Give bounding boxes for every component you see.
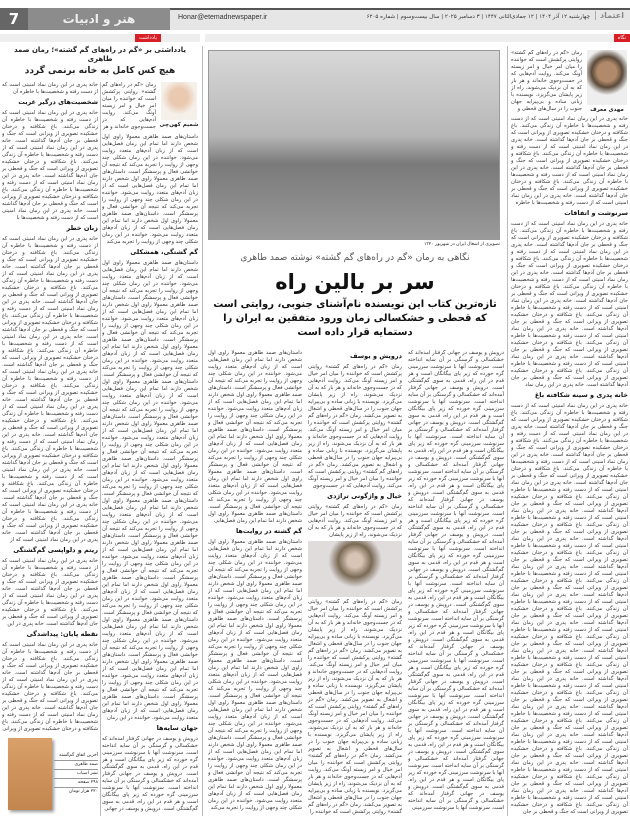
divider xyxy=(100,82,101,816)
section-title: هنر و ادبیات xyxy=(28,8,170,30)
book-author: صمد طاهری xyxy=(54,761,98,770)
book-price: ۲۲۰ هزار تومان xyxy=(68,789,98,794)
main-title: سر بر بالین راه xyxy=(275,270,435,294)
book-cover xyxy=(8,738,52,810)
left-body: داستان‌های صمد طاهری معمولا راوی اول شخص دارند اما تمام این رمان فصل‌هایی است که از زبان آدم‌های متعدد روایت می‌شود. خواننده در این رمان شکلی چند وجهی از روایت را تجربه می‌کند که نتیجه آن خوانشی فعال و پرسشگر است. داستان‌های صمد طاهری معمولا راوی اول شخص دارند اما تمام این رمان فصل‌هایی است که از زبان آدم‌های متعدد روایت می‌شود. خواننده در این رمان شکلی چند وجهی از روایت را تجربه می‌کند که نتیجه آن خوانشی فعال و پرسشگر است. داستان‌های صمد طاهری معمولا راوی اول شخص دارند اما تمام این رمان فصل‌هایی است که از زبان آدم‌های متعدد روایت می‌شود. خواننده در این رمان شکلی چند وجهی از روایت را تجربه می‌کند که نتیجه آن خوانشی فعال و پرسشگر است. داستان‌های صمد طاهری معمولا راوی اول شخص دارند اما تمام این رمان فصل‌هایی است که از زبان آدم‌های متعدد روایت می‌شود. خواننده در این رمان شکلی چند وجهی از روایت را تجربه می‌کند که نتیجه آن خوانشی فعال و پرسشگر است. داستان‌های صمد طاهری معمولا راوی اول شخص دارند اما تمام این رمان فصل‌هایی است که از زبان آدم‌های متعدد روایت می‌شود. خواننده در این رمان شکلی چند وجهی از روایت را تجربه می‌کند که نتیجه آن خوانشی فعال و پرسشگر است. داستان‌های صمد طاهری معمولا راوی اول شخص دارند اما تمام این رمان فصل‌هایی است که از زبان آدم‌های متعدد روایت می‌شود. خواننده در این رمان شکلی چند وجهی از روایت را تجربه می‌کند که نتیجه آن خوانشی فعال و پرسشگر است. داستان‌های صمد طاهری معمولا راوی اول شخص دارند اما تمام این رمان فصل‌هایی است که از زبان آدم‌های متعدد روایت می‌شود. خواننده در این رمان شکلی چند وجهی از روایت را تجربه می‌کند که نتیجه آن خوانشی فعال و پرسشگر است. داستان‌های صمد طاهری معمولا راوی اول شخص دارند اما تمام این رمان فصل‌هایی است که از زبان آدم‌های متعدد روایت می‌شود. خواننده در این رمان شکلی چند وجهی از روایت را تجربه می‌کند که نتیجه آن خوانشی فعال و پرسشگر است. داستان‌های صمد طاهری معمولا راوی اول شخص دارند اما تمام این رمان فصل‌هایی است که از زبان آدم‌های متعدد روایت می‌شود. خواننده در این رمان شکلی چند وجهی از روایت را تجربه می‌کند که نتیجه آن خوانشی فعال و پرسشگر است. داستان‌های صمد طاهری معمولا راوی اول شخص دارند اما تمام این رمان فصل‌هایی است که از زبان آدم‌های متعدد روایت می‌شود. خواننده در این رمان شکلی چند وجهی از روایت را تجربه می‌کند که نتیجه آن خوانشی فعال و پرسشگر است. داستان‌های صمد طاهری معمولا راوی اول شخص دارند اما تمام این رمان فصل‌هایی است که از زبان آدم‌های متعدد روایت می‌شود. خواننده در این رمان شکلی چند وجهی از روایت را تجربه می‌کند که نتیجه آن خوانشی فعال و پرسشگر است. داستان‌های صمد طاهری معمولا راوی اول شخص دارند اما تمام این رمان فصل‌هایی است که از زبان آدم‌های متعدد روایت می‌شود. خواننده در این رمان xyxy=(102,260,198,721)
left-heading xyxy=(2,46,198,77)
left-body: داستان‌های صمد طاهری معمولا راوی اول شخص دارند اما تمام این رمان فصل‌هایی است که از زبان آدم‌های متعدد روایت می‌شود. خواننده در این رمان شکلی چند وجهی از روایت را تجربه می‌کند که نتیجه آن خوانشی فعال و پرسشگر است. داستان‌های صمد طاهری معمولا راوی اول شخص دارند اما تمام این رمان فصل‌هایی است که از زبان آدم‌های متعدد روایت می‌شود. خواننده در این رمان شکلی چند وجهی از روایت را تجربه می‌کند که نتیجه آن خوانشی فعال و پرسشگر است. داستان‌های صمد طاهری معمولا راوی اول شخص دارند اما تمام این رمان فصل‌هایی است که از زبان آدم‌های متعدد روایت می‌شود. خواننده در این رمان شکلی چند وجهی از روایت را تجربه می‌کند xyxy=(102,134,198,245)
main-subtitle: تازه‌ترین کتاب این نویسنده نام‌آشنای جنوبی، روایتی است که قحطی و خشکسالی زمان ورود متفقین به ایران را دستمایه قرار داده است xyxy=(213,299,497,338)
main-body: داستان‌های صمد طاهری معمولا راوی اول شخص دارند اما تمام این رمان فصل‌هایی است که از زبان آدم‌های متعدد روایت می‌شود. خواننده در این رمان شکلی چند وجهی از روایت را تجربه می‌کند که نتیجه آن خوانشی فعال و پرسشگر است. داستان‌های صمد طاهری معمولا راوی اول شخص دارند اما تمام این رمان فصل‌هایی است که از زبان آدم‌های متعدد روایت می‌شود. خواننده در این رمان شکلی چند وجهی از روایت را تجربه می‌کند که نتیجه آن خوانشی فعال و پرسشگر است. داستان‌های صمد طاهری معمولا راوی اول شخص دارند اما تمام این رمان فصل‌هایی است که از زبان آدم‌های متعدد روایت می‌شود. خواننده در این رمان شکلی چند وجهی از روایت را تجربه می‌کند که نتیجه آن خوانشی فعال و پرسشگر است. داستان‌های صمد طاهری معمولا راوی اول شخص دارند اما تمام این رمان فصل‌هایی است که از زبان آدم‌های متعدد روایت می‌شود. خواننده در این رمان شکلی چند وجهی از روایت را تجربه می‌کند که نتیجه آن خوانشی فعال و پرسشگر است. داستان‌های صمد طاهری معمولا راوی اول شخص دارند اما تمام این رمان فصل‌هایی xyxy=(208,350,302,524)
main-body: داستان‌های صمد طاهری معمولا راوی اول شخص دارند اما تمام این رمان فصل‌هایی است که از زبان آدم‌های متعدد روایت می‌شود. خواننده در این رمان شکلی چند وجهی از روایت را تجربه می‌کند که نتیجه آن خوانشی فعال و پرسشگر است. داستان‌های صمد طاهری معمولا راوی اول شخص دارند اما تمام این رمان فصل‌هایی است که از زبان آدم‌های متعدد روایت می‌شود. خواننده در این رمان شکلی چند وجهی از روایت را تجربه می‌کند که نتیجه آن خوانشی فعال و پرسشگر است. داستان‌های صمد طاهری معمولا راوی اول شخص دارند اما تمام این رمان فصل‌هایی است که از زبان آدم‌های متعدد روایت می‌شود. خواننده در این رمان شکلی چند وجهی از روایت را تجربه می‌کند که نتیجه آن خوانشی فعال و پرسشگر است. داستان‌های صمد طاهری معمولا راوی اول شخص دارند اما تمام این رمان فصل‌هایی است که از زبان آدم‌های متعدد روایت می‌شود. خواننده در این رمان شکلی چند وجهی از روایت را تجربه می‌کند که نتیجه آن خوانشی فعال و پرسشگر است. داستان‌های صمد طاهری معمولا راوی اول شخص دارند اما تمام این رمان فصل‌هایی است که از زبان آدم‌های متعدد روایت می‌شود. خواننده در این رمان شکلی چند وجهی از روایت را تجربه می‌کند که نتیجه آن خوانشی فعال و پرسشگر است. داستان‌های صمد طاهری معمولا راوی اول شخص دارند اما تمام این رمان فصل‌هایی است که از زبان آدم‌های متعدد روایت می‌شود. خواننده در این رمان شکلی چند وجهی از روایت را تجربه می‌کند که نتیجه آن خوانشی فعال و پرسشگر است. داستان‌های صمد طاهری معمولا راوی اول شخص دارند اما تمام این رمان فصل‌هایی است که از زبان آدم‌های متعدد روایت می‌شود. خواننده در این رمان شکلی چند وجهی از روایت را تجربه می‌کند xyxy=(208,539,302,811)
left-subcolumn-left xyxy=(2,82,98,816)
subhead: زبان خطر xyxy=(66,224,98,232)
divider xyxy=(507,46,508,816)
right-strip xyxy=(205,34,630,42)
subhead: گم گشته در روایت‌ها xyxy=(235,527,302,535)
left-body: رمان «گم در راه‌های گم گشته» روایتی پرکشش است که خواننده را میان امر خیال و امر زیسته آونگ می‌کند. روایت آدم‌هایی که در جست‌وجوی خانه‌اند و هر xyxy=(102,82,156,130)
subhead: سرنوشت و اتفاقات xyxy=(564,209,628,217)
author-photo-samad xyxy=(308,541,402,597)
photo-caption: تصویری از اشغال ایران در شهریور ۱۳۲۰ xyxy=(423,242,500,247)
subhead: درویش و یوسف xyxy=(350,352,402,360)
page-number: 7 xyxy=(0,8,28,30)
subhead: خیال و واژگونی تراژدی xyxy=(327,492,402,500)
newspaper-logo: اعتماد xyxy=(595,11,624,20)
tag-note: یادداشت xyxy=(135,34,161,42)
book-box xyxy=(2,734,98,816)
subhead: خانه پدری و سینه شکافته باغ xyxy=(534,391,628,399)
subhead: نقطه پایان: پیداشدگی xyxy=(26,630,98,638)
left-body: درویش و یوسف در جهانی گرفتار آمده‌اند که خشکسالی و گرسنگی بر آن سایه انداخته است. سرنوشت آنها با سرنوشت سرزمینی گره خورده که زیر پای بیگانگان است و هر قدم در این راه، قدمی به سوی گم‌گشتگی است. درویش و یوسف در جهانی گرفتار آمده‌اند که خشکسالی و گرسنگی بر آن سایه انداخته است. سرنوشت آنها با سرنوشت سرزمینی گره خورده که زیر پای بیگانگان است و هر قدم در این راه، قدمی به سوی گم‌گشتگی است. درویش و یوسف در جهانی xyxy=(102,736,198,812)
email-link[interactable]: Honar@etemadnewspaper.ir xyxy=(178,14,268,21)
main-column-1 xyxy=(408,350,504,816)
book-title: آخرین اتفاق گم‌گشته xyxy=(54,752,98,761)
author-box xyxy=(160,82,198,134)
main-heading xyxy=(205,252,505,340)
columnist-photo xyxy=(587,50,627,105)
main-photo xyxy=(208,50,500,240)
left-body: خانه پدری در این رمان نماد امنیتی است که از دست رفته و شخصیت‌ها با خاطره آن xyxy=(2,82,98,95)
right-body: خانه پدری در این رمان نماد امنیتی است که از دست رفته و شخصیت‌ها با خاطره آن زندگی می‌کنند. باغ شکافته و درختان خشکیده تصویری از ویرانی است که جنگ و قحطی بر جان آدم‌ها گذاشته است. خانه پدری در این رمان نماد امنیتی است که از دست رفته و شخصیت‌ها با خاطره آن زندگی می‌کنند. باغ شکافته و درختان خشکیده تصویری از ویرانی است که جنگ و قحطی بر جان آدم‌ها گذاشته است. خانه پدری در این رمان نماد امنیتی است که از دست رفته و شخصیت‌ها با خاطره آن زندگی می‌کنند. باغ شکافته و درختان خشکیده تصویری از ویرانی است که جنگ و قحطی بر جان آدم‌ها گذاشته است. خانه پدری در این رمان نماد امنیتی است که از دست رفته و شخصیت‌ها با خاطره آن زندگی می‌کنند. باغ شکافته و درختان خشکیده تصویری از ویرانی است که جنگ و قحطی بر جان آدم‌ها گذاشته است. خانه پدری در این رمان نماد امنیتی است که از دست رفته و شخصیت‌ها با خاطره آن زندگی می‌کنند. باغ شکافته و درختان خشکیده تصویری از ویرانی است که جنگ و قحطی بر جان آدم‌ها گذاشته است. خانه پدری در این رمان نماد امنیتی است که از دست رفته و شخصیت‌ها با خاطره آن زندگی می‌کنند. باغ شکافته و درختان خشکیده تصویری از ویرانی است که جنگ و قحطی بر جان آدم‌ها گذاشته است. خانه پدری در این رمان نماد xyxy=(511,221,628,388)
book-publisher: نشر اسباب xyxy=(54,770,98,779)
right-body: خانه پدری در این رمان نماد امنیتی است که از دست رفته و شخصیت‌ها با خاطره آن زندگی می‌کنند. باغ شکافته و درختان خشکیده تصویری از ویرانی است که جنگ و قحطی بر جان آدم‌ها گذاشته است. خانه پدری در این رمان نماد امنیتی است که از دست رفته و شخصیت‌ها با خاطره آن زندگی می‌کنند. باغ شکافته و درختان خشکیده تصویری از ویرانی است که جنگ و قحطی بر جان آدم‌ها گذاشته است. خانه پدری در این رمان نماد امنیتی است که از دست رفته و شخصیت‌ها با خاطره آن زندگی می‌کنند. باغ شکافته و درختان خشکیده تصویری از ویرانی است که جنگ و قحطی بر جان آدم‌ها گذاشته است. خانه پدری در این رمان نماد امنیتی است که از دست رفته و شخصیت‌ها با خاطره xyxy=(511,116,628,206)
issue-date: چهارشنبه ۱۲ آذر ۱۴۰۴ | ۱۲ جمادی‌الثانی ۱۴۴۷ | ۳ دسامبر ۲۰۲۵ | سال بیست‌وسوم | شماره ۶۲۰۵ xyxy=(366,14,590,20)
subhead: شخصیت‌های درگیر غربت xyxy=(18,98,98,106)
right-body: رمان «گم در راه‌های گم گشته» روایتی پرکشش است که خواننده را میان امر خیال و امر زیسته آونگ می‌کند. روایت آدم‌هایی که در جست‌وجوی خانه‌اند و هر بار که به آن نزدیک می‌شوند، راه از زیر پایشان می‌گریزد. نویسنده با زبانی ساده و بی‌پیرایه جهان جنوب را در سال‌های قحطی و xyxy=(511,50,582,112)
main-column-3 xyxy=(208,350,302,816)
left-body: خانه پدری در این رمان نماد امنیتی است که از دست رفته و شخصیت‌ها با خاطره آن زندگی می‌کنند. باغ شکافته و درختان خشکیده تصویری از ویرانی است که جنگ و قحطی بر جان آدم‌ها گذاشته است. خانه پدری در این رمان نماد امنیتی است که از دست رفته و شخصیت‌ها با خاطره آن زندگی می‌کنند. باغ شکافته و درختان خشکیده تصویری از ویرانی است که جنگ و قحطی بر جان آدم‌ها گذاشته است. خانه پدری در این رمان نماد امنیتی است که از دست رفته و شخصیت‌ها با خاطره آن زندگی می‌کنند. باغ شکافته و درختان خشکیده تصویری از ویرانی است که جنگ و قحطی بر جان آدم‌ها گذاشته است. خانه پدری در این رمان نماد امنیتی است که از دست رفته و شخصیت‌ها با خاطره آن زندگی می‌کنند. باغ شکافته و درختان خشکیده تصویری از ویرانی است که جنگ و قحطی بر جان آدم‌ها گذاشته است. خانه پدری در این رمان نماد امنیتی است که از دست رفته و شخصیت‌ها با خاطره آن زندگی می‌کنند. باغ شکافته و درختان خشکیده تصویری از ویرانی است که جنگ و قحطی بر جان آدم‌ها گذاشته است. خانه پدری در این رمان نماد امنیتی است که از دست رفته و شخصیت‌ها با خاطره آن زندگی می‌کنند. باغ شکافته و درختان خشکیده تصویری از ویرانی است که جنگ و قحطی بر جان آدم‌ها گذاشته است. خانه پدری در این رمان نماد امنیتی است که از دست رفته و شخصیت‌ها با خاطره آن زندگی می‌کنند. باغ شکافته و درختان خشکیده تصویری از ویرانی است که جنگ و قحطی بر جان آدم‌ها گذاشته است. خانه پدری در این رمان نماد امنیتی است که از دست رفته و شخصیت‌ها با خاطره آن زندگی می‌کنند. باغ شکافته و درختان خشکیده تصویری از ویرانی است که جنگ و قحطی بر جان آدم‌ها گذاشته است. خانه پدری در این رمان نماد امنیتی است که از دست رفته و شخصیت‌ها با خاطره آن زندگی می‌کنند. باغ شکافته و درختان خشکیده تصویری از ویرانی است که جنگ و قحطی بر جان آدم‌ها گذاشته است. خانه پدری در این رمان نماد امنیتی است که از xyxy=(2,236,98,543)
left-subcolumn-right xyxy=(102,82,198,816)
author-name: شمیم کهن‌چی xyxy=(159,122,199,128)
main-body: درویش و یوسف در جهانی گرفتار آمده‌اند که خشکسالی و گرسنگی بر آن سایه انداخته است. سرنوشت آنها با سرنوشت سرزمینی گره خورده که زیر پای بیگانگان است و هر قدم در این راه، قدمی به سوی گم‌گشتگی است. درویش و یوسف در جهانی گرفتار آمده‌اند که خشکسالی و گرسنگی بر آن سایه انداخته است. سرنوشت آنها با سرنوشت سرزمینی گره خورده که زیر پای بیگانگان است و هر قدم در این راه، قدمی به سوی گم‌گشتگی است. درویش و یوسف در جهانی گرفتار آمده‌اند که خشکسالی و گرسنگی بر آن سایه انداخته است. سرنوشت آنها با سرنوشت سرزمینی گره خورده که زیر پای بیگانگان است و هر قدم در این راه، قدمی به سوی گم‌گشتگی است. درویش و یوسف در جهانی گرفتار آمده‌اند که خشکسالی و گرسنگی بر آن سایه انداخته است. سرنوشت آنها با سرنوشت سرزمینی گره خورده که زیر پای بیگانگان است و هر قدم در این راه، قدمی به سوی گم‌گشتگی است. درویش و یوسف در جهانی گرفتار آمده‌اند که خشکسالی و گرسنگی بر آن سایه انداخته است. سرنوشت آنها با سرنوشت سرزمینی گره خورده که زیر پای بیگانگان است و هر قدم در این راه، قدمی به سوی گم‌گشتگی است. درویش و یوسف در جهانی گرفتار آمده‌اند که خشکسالی و گرسنگی بر آن سایه انداخته است. سرنوشت آنها با سرنوشت سرزمینی گره خورده که زیر پای بیگانگان است و هر قدم در این راه، قدمی به سوی گم‌گشتگی است. درویش و یوسف در جهانی گرفتار آمده‌اند که خشکسالی و گرسنگی بر آن سایه انداخته است. سرنوشت آنها با سرنوشت سرزمینی گره خورده که زیر پای بیگانگان است و هر قدم در این راه، قدمی به سوی گم‌گشتگی است. درویش و یوسف در جهانی گرفتار آمده‌اند که خشکسالی و گرسنگی بر آن سایه انداخته است. سرنوشت آنها با سرنوشت سرزمینی گره خورده که زیر پای بیگانگان است و هر قدم در این راه، قدمی به سوی گم‌گشتگی است. درویش و یوسف در جهانی گرفتار آمده‌اند که خشکسالی و گرسنگی بر آن سایه انداخته است. سرنوشت آنها با سرنوشت سرزمینی گره خورده که زیر پای بیگانگان است و هر قدم در این راه، قدمی به سوی گم‌گشتگی است. درویش و یوسف در جهانی گرفتار آمده‌اند که خشکسالی و گرسنگی بر آن سایه انداخته است. سرنوشت آنها با سرنوشت سرزمینی گره خورده که زیر پای بیگانگان است و هر قدم در این راه، قدمی به سوی گم‌گشتگی است. درویش و یوسف در جهانی گرفتار آمده‌اند که خشکسالی و گرسنگی بر آن سایه انداخته است. سرنوشت آنها با سرنوشت سرزمینی گره خورده که زیر پای بیگانگان است و هر قدم در این راه، قدمی به سوی گم‌گشتگی است. درویش و یوسف در جهانی گرفتار آمده‌اند که خشکسالی و گرسنگی بر آن سایه انداخته است. سرنوشت آنها با سرنوشت سرزمینی گره خورده که زیر پای بیگانگان است و هر قدم در این راه، قدمی به سوی گم‌گشتگی است. درویش و یوسف در جهانی گرفتار آمده‌اند که خشکسالی و گرسنگی بر آن سایه انداخته است. سرنوشت آنها با سرنوشت سرزمینی xyxy=(408,350,504,811)
author-photo xyxy=(161,82,197,120)
left-title: هیچ کس کامل به خانه برنمی گردد xyxy=(24,66,176,76)
right-column xyxy=(511,50,628,816)
book-info xyxy=(54,752,98,796)
left-strip xyxy=(0,34,200,42)
main-body: رمان «گم در راه‌های گم گشته» روایتی پرکشش است که خواننده را میان امر خیال و امر زیسته آونگ می‌کند. روایت آدم‌هایی که در جست‌وجوی خانه‌اند و هر بار که به آن نزدیک می‌شوند، راه از زیر پایشان xyxy=(308,504,402,538)
book-pages: ۲۹۸ صفحه xyxy=(54,779,98,788)
author-row xyxy=(102,82,198,134)
columnist-box xyxy=(586,50,628,116)
left-kicker: یادداشتی بر «گم در راه‌های گم گشته»؛ رمان صمد طاهری xyxy=(14,46,186,63)
right-body: خانه پدری در این رمان نماد امنیتی است که از دست رفته و شخصیت‌ها با خاطره آن زندگی می‌کنند. باغ شکافته و درختان خشکیده تصویری از ویرانی است که جنگ و قحطی بر جان آدم‌ها گذاشته است. خانه پدری در این رمان نماد امنیتی است که از دست رفته و شخصیت‌ها با خاطره آن زندگی می‌کنند. باغ شکافته و درختان خشکیده تصویری از ویرانی است که جنگ و قحطی بر جان آدم‌ها گذاشته است. خانه پدری در این رمان نماد امنیتی است که از دست رفته و شخصیت‌ها با خاطره آن زندگی می‌کنند. باغ شکافته و درختان خشکیده تصویری از ویرانی است که جنگ و قحطی بر جان آدم‌ها گذاشته است. خانه پدری در این رمان نماد امنیتی است که از دست رفته و شخصیت‌ها با خاطره آن زندگی می‌کنند. باغ شکافته و درختان خشکیده تصویری از ویرانی است که جنگ و قحطی بر جان آدم‌ها گذاشته است. خانه پدری در این رمان نماد امنیتی است که از دست رفته و شخصیت‌ها با خاطره آن زندگی می‌کنند. باغ شکافته و درختان خشکیده تصویری از ویرانی است که جنگ و قحطی بر جان آدم‌ها گذاشته است. خانه پدری در این رمان نماد امنیتی است که از دست رفته و شخصیت‌ها با خاطره آن زندگی می‌کنند. باغ شکافته و درختان خشکیده تصویری از ویرانی است که جنگ و قحطی بر جان آدم‌ها گذاشته است. خانه پدری در این رمان نماد امنیتی است که از دست رفته و شخصیت‌ها با خاطره آن زندگی می‌کنند. باغ شکافته و درختان خشکیده تصویری از ویرانی است که جنگ و قحطی بر جان آدم‌ها گذاشته است. خانه پدری در این رمان نماد امنیتی است که از دست رفته و شخصیت‌ها با خاطره آن زندگی می‌کنند. باغ شکافته و درختان خشکیده تصویری از ویرانی است که جنگ و قحطی بر جان آدم‌ها گذاشته است. خانه پدری در این رمان نماد امنیتی است که از دست رفته و شخصیت‌ها با خاطره آن زندگی می‌کنند. باغ شکافته و درختان خشکیده تصویری از ویرانی است که جنگ و قحطی بر جان آدم‌ها گذاشته است. خانه پدری در این رمان نماد امنیتی است که از دست رفته و شخصیت‌ها با خاطره آن زندگی می‌کنند. باغ شکافته و درختان خشکیده تصویری از ویرانی است که جنگ و قحطی بر جان آدم‌ها گذاشته است. خانه پدری در این رمان نماد امنیتی است که از دست رفته و شخصیت‌ها با خاطره آن زندگی می‌کنند. باغ شکافته و درختان خشکیده تصویری از ویرانی است که جنگ و قحطی بر جان آدم‌ها گذاشته است. خانه پدری در این رمان نماد امنیتی است که از دست رفته و شخصیت‌ها با خاطره آن زندگی می‌کنند. باغ شکافته و درختان خشکیده تصویری از ویرانی است که جنگ و قحطی بر جان آدم‌ها گذاشته است. خانه پدری در این رمان نماد امنیتی است که از دست رفته و شخصیت‌ها با خاطره آن زندگی می‌کنند. باغ شکافته و درختان خشکیده تصویری از ویرانی است که جنگ و قحطی بر جان آدم‌ها گذاشته است. خانه پدری در این رمان نماد امنیتی است که از دست رفته و شخصیت‌ها با خاطره آن زندگی می‌کنند. باغ شکافته و درختان خشکیده تصویری از ویرانی است که جنگ و قحطی بر جان آدم‌ها گذاشته است. خانه پدری در این رمان نماد امنیتی است که از دست رفته و شخصیت‌ها با خاطره آن زندگی می‌کنند. باغ شکافته و درختان خشکیده تصویری از ویرانی است که جنگ و قحطی بر جان xyxy=(511,403,628,815)
subhead: گم گشتگی، همشکلی xyxy=(130,248,198,256)
subhead: ریتم و دلواپسی گم‌گشتگی xyxy=(13,546,98,554)
subhead: جهان سایه‌ها xyxy=(156,724,198,732)
main-column-2 xyxy=(308,350,402,816)
main-body: رمان «گم در راه‌های گم گشته» روایتی پرکشش است که خواننده را میان امر خیال و امر زیسته آونگ می‌کند. روایت آدم‌هایی که در جست‌وجوی خانه‌اند و هر بار که به آن نزدیک می‌شوند، راه از زیر پایشان می‌گریزد. نویسنده با زبانی ساده و بی‌پیرایه جهان جنوب را در سال‌های قحطی و اشغال به تصویر می‌کشد. رمان «گم در راه‌های گم گشته» روایتی پرکشش است که خواننده را میان امر خیال و امر زیسته آونگ می‌کند. روایت آدم‌هایی که در جست‌وجوی خانه‌اند و هر بار که به آن نزدیک می‌شوند، راه از زیر پایشان می‌گریزد. نویسنده با زبانی ساده و بی‌پیرایه جهان جنوب را در سال‌های قحطی و اشغال به تصویر می‌کشد. رمان «گم در راه‌های گم گشته» روایتی پرکشش است که خواننده را میان امر خیال و امر زیسته آونگ می‌کند. روایت آدم‌هایی که در جست‌وجوی xyxy=(308,364,402,489)
left-body: خانه پدری در این رمان نماد امنیتی است که از دست رفته و شخصیت‌ها با خاطره آن زندگی می‌کنند. باغ شکافته و درختان خشکیده تصویری از ویرانی است که جنگ و قحطی بر جان آدم‌ها گذاشته است. خانه پدری در این رمان نماد امنیتی است که از دست رفته و شخصیت‌ها با خاطره آن زندگی می‌کنند. باغ شکافته و درختان خشکیده تصویری از ویرانی است که جنگ و قحطی بر جان آدم‌ها گذاشته است. خانه پدری در این xyxy=(2,558,98,627)
divider xyxy=(202,46,203,816)
left-body: خانه پدری در این رمان نماد امنیتی است که از دست رفته و شخصیت‌ها با خاطره آن زندگی می‌کنند. باغ شکافته و درختان خشکیده تصویری از ویرانی است که جنگ و قحطی بر جان آدم‌ها گذاشته است. خانه پدری در این رمان نماد امنیتی است که از دست رفته و شخصیت‌ها با خاطره آن زندگی می‌کنند. باغ شکافته و درختان خشکیده تصویری از ویرانی است که جنگ و قحطی بر جان آدم‌ها گذاشته است. خانه پدری در این رمان نماد امنیتی است که از دست رفته و شخصیت‌ها با خاطره آن زندگی می‌کنند. باغ شکافته و درختان خشکیده تصویری از ویرانی است که جنگ و قحطی بر جان آدم‌ها گذاشته است. خانه پدری در این رمان نماد امنیتی است که از دست رفته و شخصیت‌ها با xyxy=(2,110,98,221)
main-body: رمان «گم در راه‌های گم گشته» روایتی پرکشش است که خواننده را میان امر خیال و امر زیسته آونگ می‌کند. روایت آدم‌هایی که در جست‌وجوی خانه‌اند و هر بار که به آن نزدیک می‌شوند، راه از زیر پایشان می‌گریزد. نویسنده با زبانی ساده و بی‌پیرایه جهان جنوب را در سال‌های قحطی و اشغال به تصویر می‌کشد. رمان «گم در راه‌های گم گشته» روایتی پرکشش است که خواننده را میان امر خیال و امر زیسته آونگ می‌کند. روایت آدم‌هایی که در جست‌وجوی خانه‌اند و هر بار که به آن نزدیک می‌شوند، راه از زیر پایشان می‌گریزد. نویسنده با زبانی ساده و بی‌پیرایه جهان جنوب را در سال‌های قحطی و اشغال به تصویر می‌کشد. رمان «گم در راه‌های گم گشته» روایتی پرکشش است که خواننده را میان امر خیال و امر زیسته آونگ می‌کند. روایت آدم‌هایی که در جست‌وجوی خانه‌اند و هر بار که به آن نزدیک می‌شوند، راه از زیر پایشان می‌گریزد. نویسنده با زبانی ساده و بی‌پیرایه جهان جنوب را در سال‌های قحطی و اشغال به تصویر می‌کشد. رمان «گم در راه‌های گم گشته» روایتی پرکشش است که خواننده را میان امر خیال و امر زیسته آونگ می‌کند. روایت آدم‌هایی که در جست‌وجوی خانه‌اند و هر بار که به آن نزدیک می‌شوند، راه از زیر پایشان می‌گریزد. نویسنده با زبانی ساده و بی‌پیرایه جهان جنوب را در سال‌های قحطی و اشغال به تصویر می‌کشد. رمان «گم در راه‌های گم گشته» روایتی پرکشش است که خواننده را xyxy=(308,599,402,815)
columnist-row xyxy=(511,50,628,116)
left-body: خانه پدری در این رمان نماد امنیتی است که از دست رفته و شخصیت‌ها با خاطره آن زندگی می‌کنند. باغ شکافته و درختان خشکیده تصویری از ویرانی است که جنگ و قحطی بر جان آدم‌ها گذاشته است. خانه پدری در این رمان نماد امنیتی است که از دست رفته و شخصیت‌ها با خاطره آن زندگی می‌کنند. باغ شکافته و درختان خشکیده تصویری از ویرانی است که جنگ و قحطی بر جان آدم‌ها گذاشته است. خانه پدری در این رمان نماد امنیتی است که از دست رفته و شخصیت‌ها با خاطره آن زندگی می‌کنند. باغ شکافته و درختان خشکیده تصویری از ویرانی xyxy=(2,642,98,732)
tag-view: نگاه xyxy=(614,34,630,42)
columnist-name: مهدی معرف xyxy=(590,107,624,113)
main-kicker: نگاهی به رمان «گم در راه‌های گم گشته» نوشته صمد طاهری xyxy=(240,253,470,263)
